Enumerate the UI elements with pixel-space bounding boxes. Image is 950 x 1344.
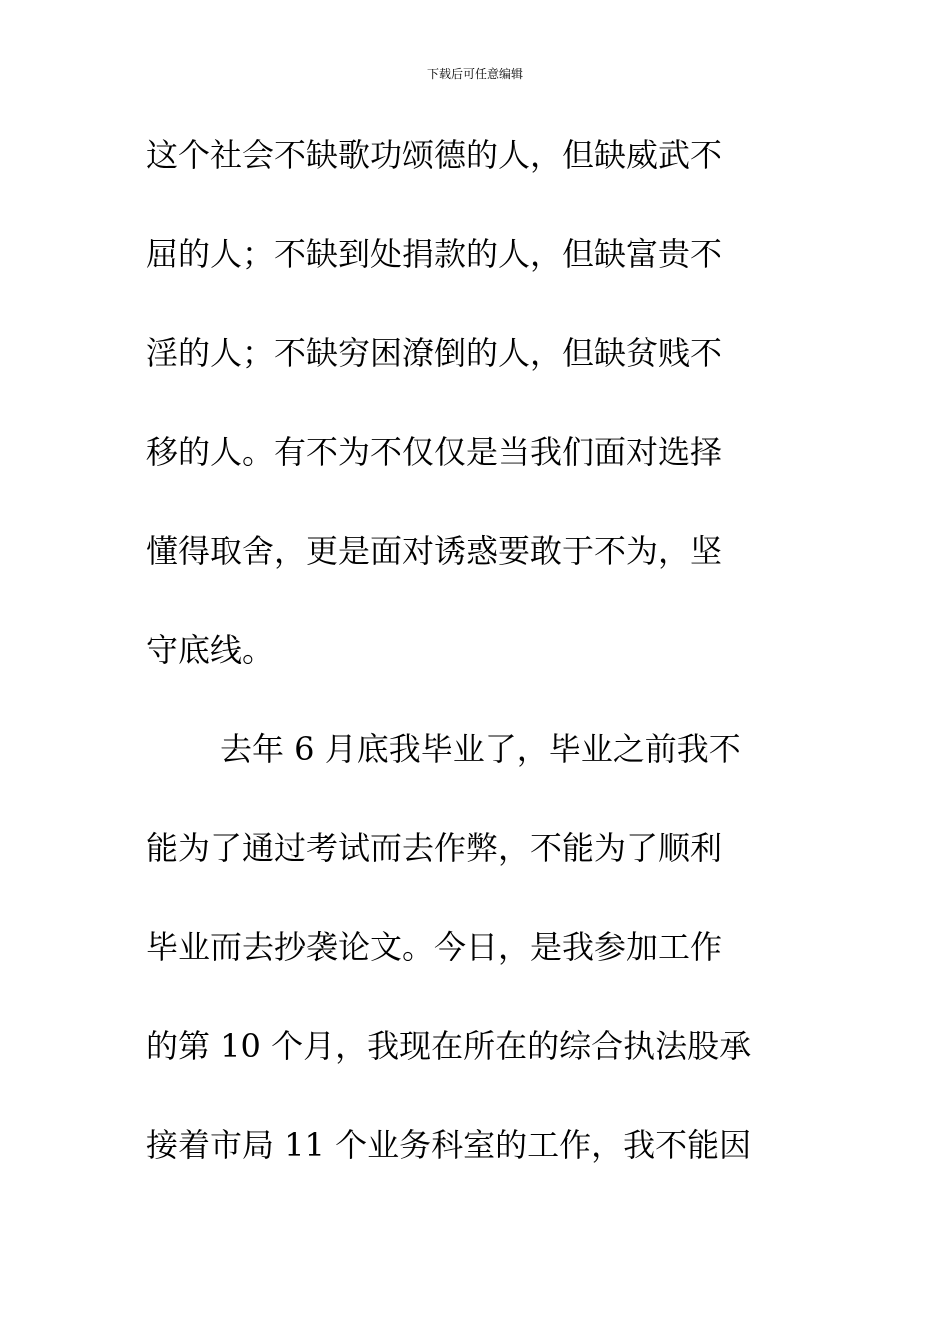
text-line: 守底线。 (146, 631, 275, 669)
text-line: 能为了通过考试而去作弊，不能为了顺利 (146, 829, 723, 867)
text-line: 这个社会不缺歌功颂德的人，但缺威武不 (146, 136, 723, 174)
text-line: 毕业而去抄袭论文。今日，是我参加工作 (146, 928, 723, 966)
text-line: 淫的人；不缺穷困潦倒的人，但缺贫贱不 (146, 334, 723, 372)
paragraph-2 (146, 719, 806, 1214)
page-header-note: 下载后可任意编辑 (426, 67, 523, 81)
text-line: 移的人。有不为不仅仅是当我们面对选择 (146, 433, 723, 471)
text-line-first: 去年 6 月底我毕业了，毕业之前我不 (220, 730, 741, 768)
text-line: 屈的人；不缺到处捐款的人，但缺富贵不 (146, 235, 723, 273)
text-line: 接着市局 11 个业务科室的工作，我不能因 (146, 1126, 752, 1164)
document-body (146, 125, 806, 1214)
paragraph-1 (146, 125, 806, 719)
text-line: 的第 10 个月，我现在所在的综合执法股承 (146, 1027, 752, 1065)
text-line: 懂得取舍，更是面对诱惑要敢于不为，坚 (146, 532, 723, 570)
